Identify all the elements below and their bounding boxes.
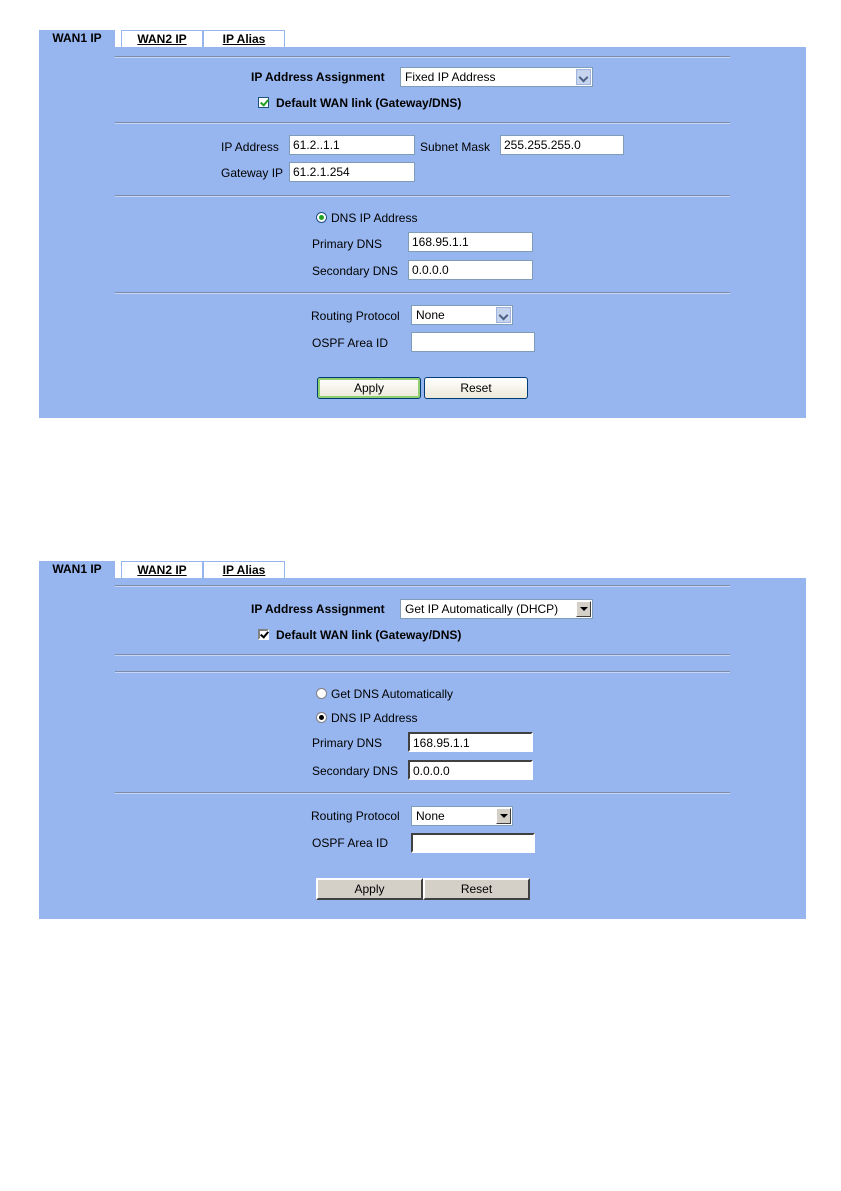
dns-ip-radio[interactable] [316, 212, 327, 223]
routing-protocol-select[interactable] [411, 305, 513, 325]
gateway-ip-label: Gateway IP [221, 166, 284, 180]
divider [115, 122, 730, 123]
chevron-down-icon [496, 307, 511, 323]
apply-button[interactable]: Apply [316, 878, 423, 900]
default-wan-checkbox[interactable] [258, 629, 269, 640]
primary-dns-label: Primary DNS [312, 237, 383, 251]
dns-ip-radio[interactable] [316, 712, 327, 723]
checkmark-icon [260, 629, 269, 638]
secondary-dns-label: Secondary DNS [312, 764, 399, 778]
reset-button[interactable]: Reset [423, 878, 530, 900]
ip-address-label: IP Address [221, 140, 279, 154]
get-dns-auto-radio[interactable] [316, 688, 327, 699]
gateway-ip-input[interactable]: 61.2.1.254 [289, 162, 415, 182]
tab-bar [39, 561, 806, 578]
default-wan-label: Default WAN link (Gateway/DNS) [276, 628, 462, 642]
subnet-mask-label: Subnet Mask [420, 140, 491, 154]
ospf-area-label: OSPF Area ID [312, 836, 389, 850]
divider [115, 56, 730, 57]
secondary-dns-input[interactable]: 0.0.0.0 [408, 760, 533, 780]
tab-ip-alias[interactable]: IP Alias [203, 30, 285, 47]
dns-ip-label: DNS IP Address [331, 711, 418, 725]
divider [115, 195, 730, 196]
default-wan-label: Default WAN link (Gateway/DNS) [276, 96, 462, 110]
checkmark-icon [260, 97, 269, 106]
chevron-down-icon [496, 808, 511, 824]
routing-protocol-label: Routing Protocol [311, 809, 400, 823]
ip-assignment-label: IP Address Assignment [251, 602, 385, 616]
ip-assignment-select[interactable] [400, 599, 593, 619]
ip-assignment-select[interactable] [400, 67, 593, 87]
divider [115, 292, 730, 293]
divider [115, 585, 730, 586]
ip-assignment-label: IP Address Assignment [251, 70, 385, 84]
tab-bar [39, 30, 806, 47]
default-wan-checkbox[interactable] [258, 97, 269, 108]
routing-protocol-label: Routing Protocol [311, 309, 400, 323]
wan-settings-panel-dhcp [39, 561, 806, 919]
tab-wan1-ip[interactable]: WAN1 IP [39, 561, 115, 578]
secondary-dns-input[interactable]: 0.0.0.0 [408, 260, 533, 280]
wan-settings-panel-fixed [39, 30, 806, 418]
primary-dns-input[interactable]: 168.95.1.1 [408, 732, 533, 752]
ospf-area-input[interactable] [411, 332, 535, 352]
divider [115, 654, 730, 655]
primary-dns-input[interactable]: 168.95.1.1 [408, 232, 533, 252]
form-body [39, 47, 806, 418]
get-dns-auto-label: Get DNS Automatically [331, 687, 454, 701]
dns-ip-label: DNS IP Address [331, 211, 418, 225]
radio-selected-dot [319, 215, 324, 220]
subnet-mask-input[interactable]: 255.255.255.0 [500, 135, 624, 155]
ip-assignment-value: Get IP Automatically (DHCP) [405, 602, 559, 616]
secondary-dns-label: Secondary DNS [312, 264, 399, 278]
reset-button[interactable]: Reset [424, 377, 528, 399]
tab-wan1-ip[interactable]: WAN1 IP [39, 30, 115, 47]
ip-address-input[interactable]: 61.2..1.1 [289, 135, 415, 155]
chevron-down-icon [576, 69, 591, 85]
routing-protocol-select[interactable] [411, 806, 513, 826]
ip-assignment-value: Fixed IP Address [405, 70, 496, 84]
ospf-area-input[interactable] [411, 833, 535, 853]
divider [115, 671, 730, 672]
tab-wan2-ip[interactable]: WAN2 IP [121, 561, 203, 578]
tab-ip-alias[interactable]: IP Alias [203, 561, 285, 578]
routing-protocol-value: None [416, 308, 445, 322]
divider [115, 792, 730, 793]
apply-button[interactable]: Apply [317, 377, 421, 399]
ospf-area-label: OSPF Area ID [312, 336, 389, 350]
chevron-down-icon [576, 601, 591, 617]
radio-selected-dot [319, 715, 324, 720]
form-body [39, 578, 806, 919]
tab-wan2-ip[interactable]: WAN2 IP [121, 30, 203, 47]
routing-protocol-value: None [416, 809, 445, 823]
primary-dns-label: Primary DNS [312, 736, 383, 750]
